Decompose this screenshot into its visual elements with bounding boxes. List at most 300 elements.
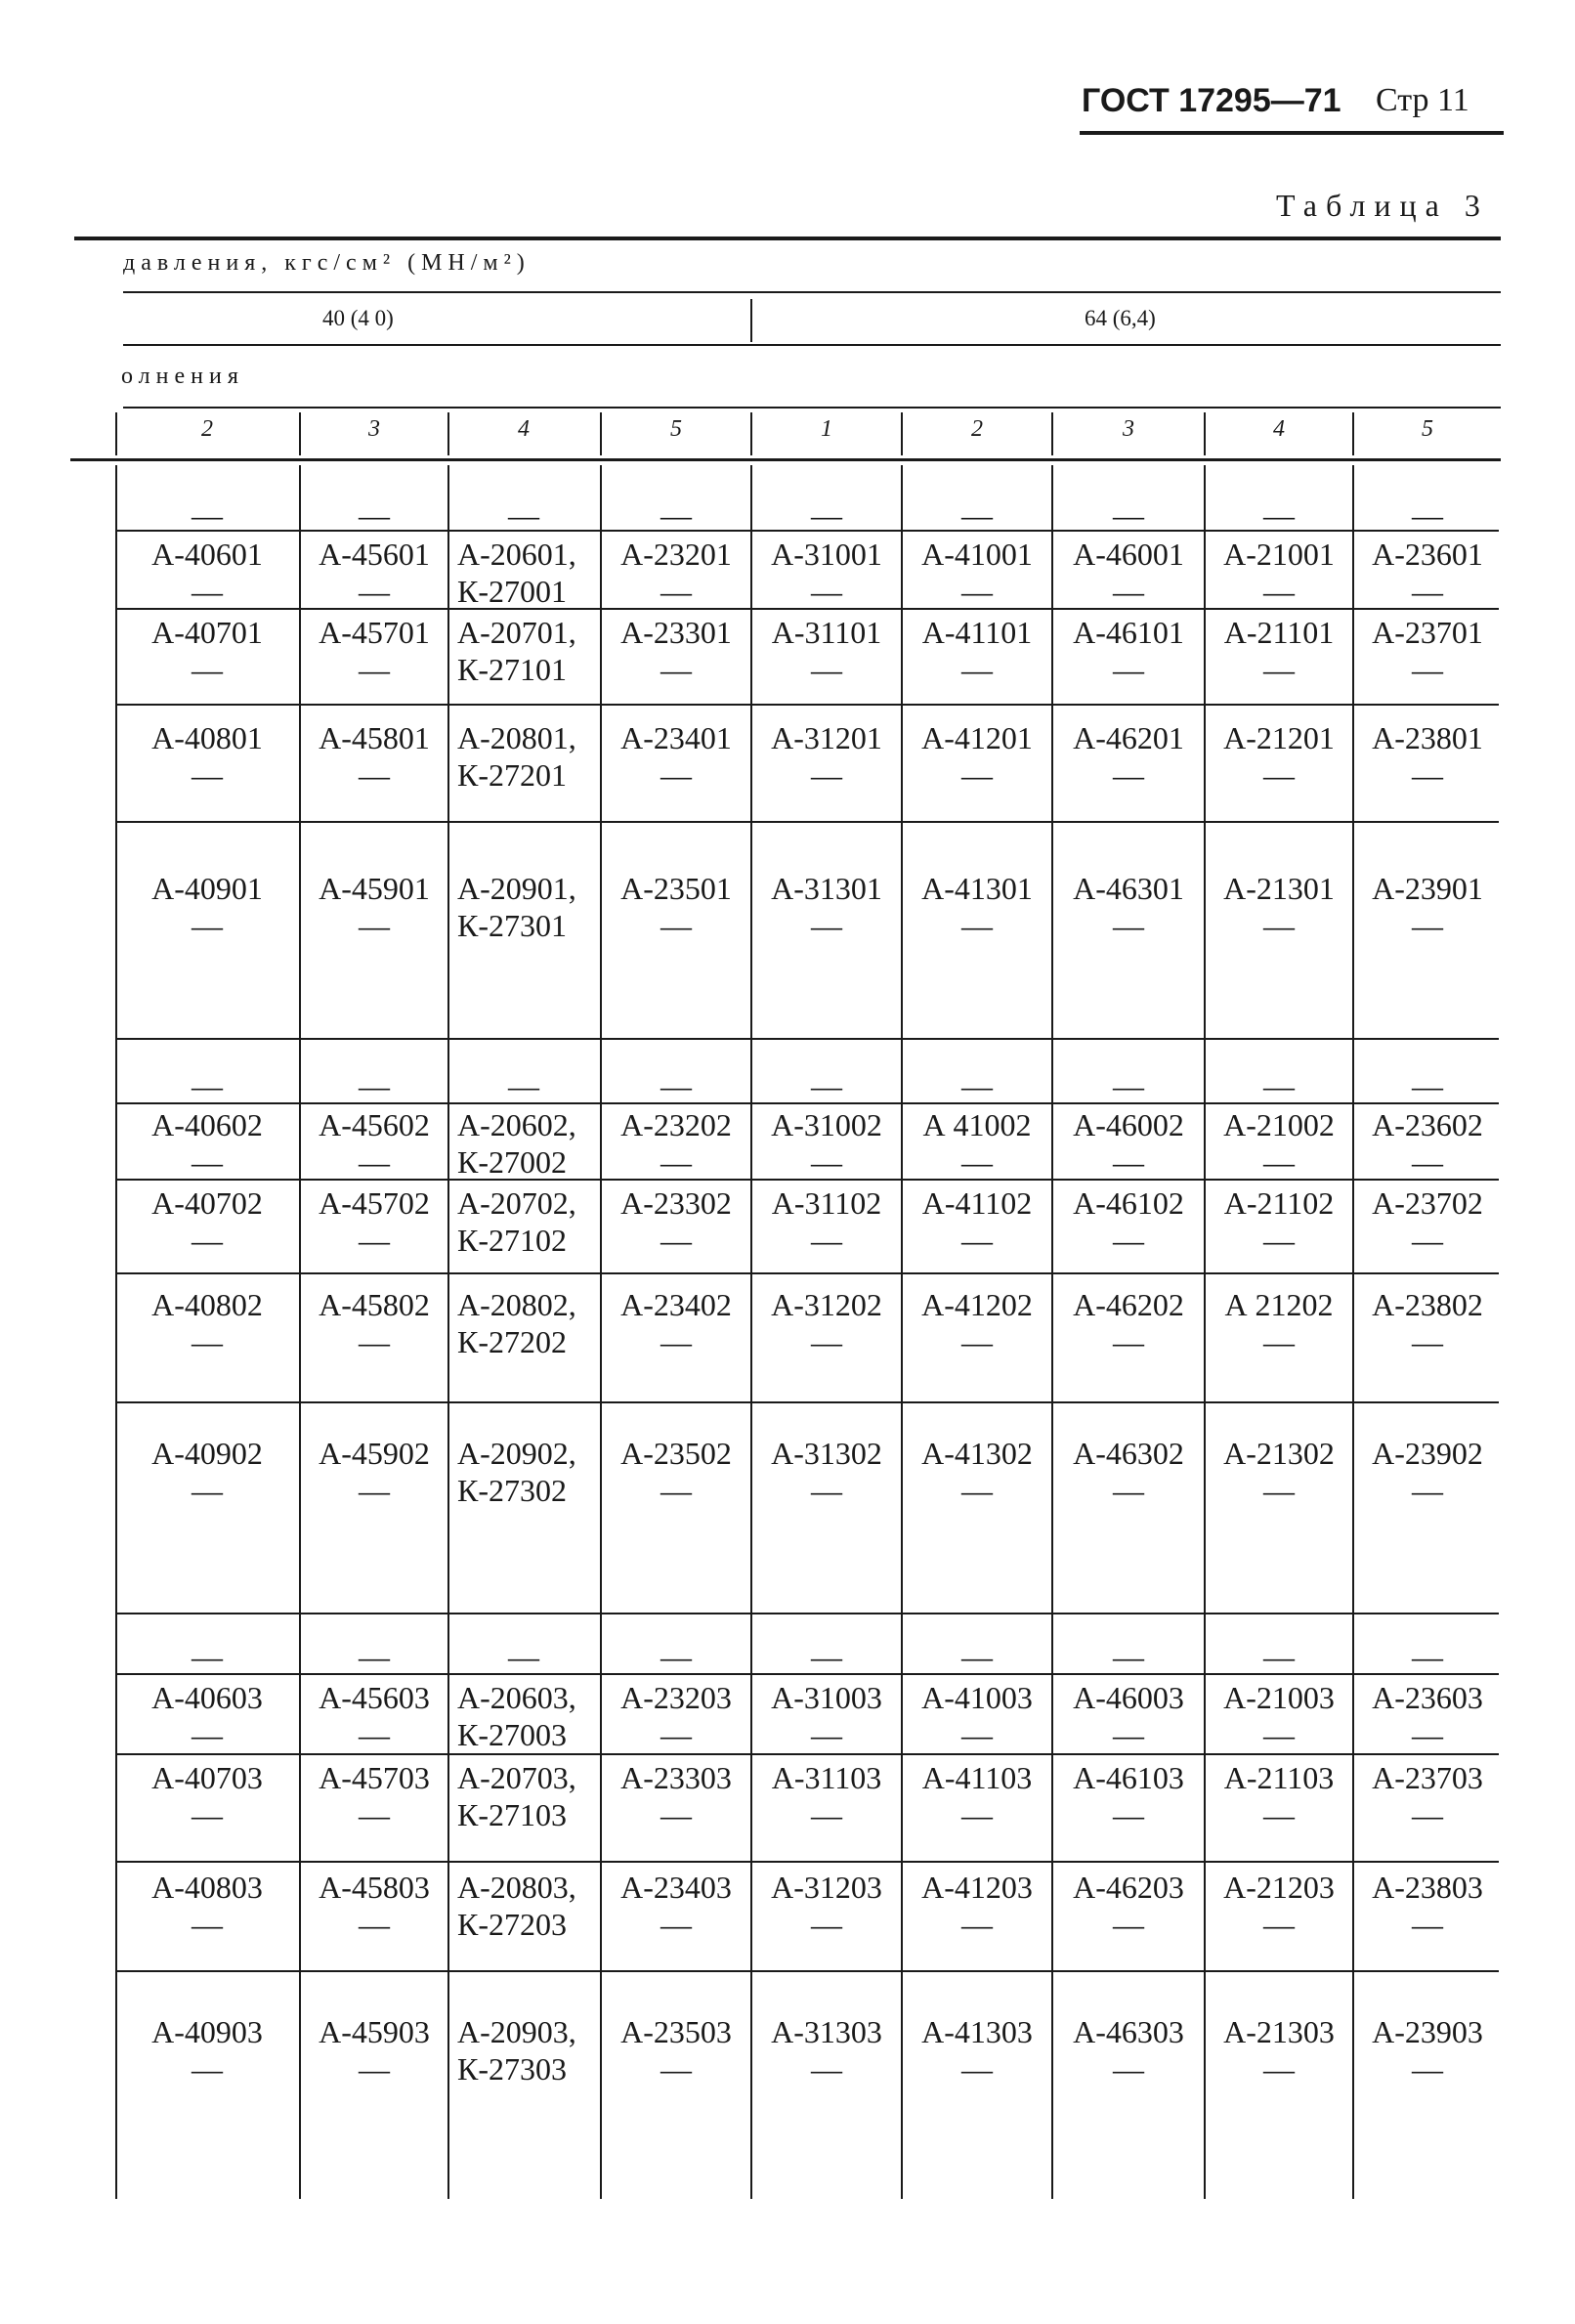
table-cell: [1206, 496, 1352, 534]
column-number: 1: [821, 416, 832, 442]
cell-line: —: [811, 908, 842, 943]
cell-line: —: [1263, 497, 1295, 533]
cell-line: А-23802: [1372, 1287, 1483, 1322]
table-cell: [1206, 1759, 1352, 1833]
table-cell: [1206, 1679, 1352, 1753]
table-cell: [1053, 1067, 1204, 1104]
table-cell: [1053, 719, 1204, 794]
cell-line: А-20801,: [457, 720, 576, 755]
cell-line: К-27003: [457, 1717, 567, 1752]
table-cell: [1053, 870, 1204, 944]
cell-line: А-23703: [1372, 1760, 1483, 1795]
cell-line: —: [359, 908, 390, 943]
pressure-rule: [123, 291, 1501, 293]
cell-line: А-31003: [771, 1680, 882, 1715]
cell-line: А-31001: [771, 537, 882, 572]
cell-line: —: [508, 1639, 539, 1674]
table-cell: [602, 536, 750, 610]
cell-line: —: [359, 1324, 390, 1359]
cell-line: А-21302: [1223, 1436, 1335, 1471]
cell-line: —: [1412, 1717, 1443, 1752]
cell-line: А-23203: [620, 1680, 732, 1715]
column-number: 2: [971, 416, 983, 442]
cell-line: А-40802: [151, 1287, 263, 1322]
cell-line: —: [660, 1639, 692, 1674]
cell-line: А-45702: [319, 1185, 430, 1221]
cell-line: —: [961, 1473, 993, 1508]
table-cell: [457, 536, 598, 610]
cell-line: —: [192, 1907, 223, 1942]
cell-line: —: [1113, 908, 1144, 943]
table-cell: [1206, 1638, 1352, 1675]
cell-line: —: [359, 1473, 390, 1508]
cell-line: А-23401: [620, 720, 732, 755]
cell-line: А-31203: [771, 1870, 882, 1905]
table-cell: [117, 1286, 297, 1360]
cell-line: А-45701: [319, 615, 430, 650]
cell-line: А-40803: [151, 1870, 263, 1905]
cell-line: —: [811, 574, 842, 609]
cell-line: А-23501: [620, 871, 732, 906]
cell-line: —: [359, 652, 390, 687]
table-cell: [1053, 1759, 1204, 1833]
cell-line: А-23702: [1372, 1185, 1483, 1221]
cell-line: —: [660, 1907, 692, 1942]
table-cell: [752, 2013, 901, 2087]
table-cell: [117, 1435, 297, 1509]
cell-line: —: [359, 497, 390, 533]
table-cell: [1053, 1638, 1204, 1675]
cell-line: —: [192, 1144, 223, 1180]
table-cell: [903, 1067, 1051, 1104]
table-cell: [457, 719, 598, 794]
cell-line: А-21003: [1223, 1680, 1335, 1715]
table-cell: [602, 1184, 750, 1259]
table-cell: [602, 1638, 750, 1675]
table-cell: [602, 1286, 750, 1360]
table-cell: [301, 719, 447, 794]
cell-line: —: [192, 1223, 223, 1258]
cell-line: А-23502: [620, 1436, 732, 1471]
cell-line: А-41001: [921, 537, 1033, 572]
cell-line: А-31102: [771, 1185, 882, 1221]
column-number-divider: [115, 412, 117, 455]
cell-line: А-46103: [1073, 1760, 1184, 1795]
cell-line: А-23603: [1372, 1680, 1483, 1715]
cell-line: —: [660, 1068, 692, 1103]
cell-line: —: [359, 1797, 390, 1832]
table-cell: [457, 1286, 598, 1360]
cell-line: —: [1113, 1473, 1144, 1508]
row-rule: [117, 704, 1499, 706]
cell-line: А-23701: [1372, 615, 1483, 650]
cell-line: —: [1263, 1907, 1295, 1942]
cell-line: —: [1113, 1068, 1144, 1103]
table-cell: [457, 870, 598, 944]
table-cell: [1206, 536, 1352, 610]
cell-line: —: [811, 1907, 842, 1942]
table-cell: [1354, 536, 1501, 610]
cell-line: —: [1412, 1068, 1443, 1103]
cell-line: А-40703: [151, 1760, 263, 1795]
table-cell: [903, 1286, 1051, 1360]
cell-line: А-23801: [1372, 720, 1483, 755]
cell-line: А-41303: [921, 2014, 1033, 2049]
cell-line: —: [192, 1068, 223, 1103]
pressure-label: давления, кгс/см² (МН/м²): [123, 250, 531, 276]
cell-line: —: [811, 1797, 842, 1832]
cell-line: —: [660, 652, 692, 687]
cell-line: А-40903: [151, 2014, 263, 2049]
cell-line: А-23503: [620, 2014, 732, 2049]
cell-line: —: [1113, 757, 1144, 793]
cell-line: А-46003: [1073, 1680, 1184, 1715]
cell-line: А-23302: [620, 1185, 732, 1221]
table-cell: [903, 719, 1051, 794]
cell-line: А-21301: [1223, 871, 1335, 906]
cell-line: —: [660, 1223, 692, 1258]
cell-line: —: [961, 757, 993, 793]
table-cell: [301, 614, 447, 688]
cell-line: А-41103: [921, 1760, 1033, 1795]
table-cell: [752, 1638, 901, 1675]
table-cell: [117, 496, 297, 534]
cell-line: К-27101: [457, 652, 567, 687]
table-cell: [457, 1435, 598, 1509]
cell-line: А-23601: [1372, 537, 1483, 572]
table-cell: [457, 1869, 598, 1943]
cell-line: А-20601,: [457, 537, 576, 572]
cell-line: А-46002: [1073, 1107, 1184, 1142]
table-cell: [1053, 614, 1204, 688]
cell-line: —: [1263, 1639, 1295, 1674]
table-cell: [752, 1759, 901, 1833]
cell-line: К-27202: [457, 1324, 567, 1359]
table-cell: [752, 1869, 901, 1943]
cell-line: К-27002: [457, 1144, 567, 1180]
cell-line: —: [1412, 1907, 1443, 1942]
table-cell: [117, 1184, 297, 1259]
cell-line: А-41102: [921, 1185, 1033, 1221]
cell-line: —: [961, 1324, 993, 1359]
cell-line: —: [1113, 2051, 1144, 2087]
table-cell: [752, 1435, 901, 1509]
cell-line: —: [961, 497, 993, 533]
table-cell: [602, 1067, 750, 1104]
cell-line: А-20702,: [457, 1185, 576, 1221]
table-cell: [903, 496, 1051, 534]
cell-line: —: [961, 1639, 993, 1674]
cell-line: К-27201: [457, 757, 567, 793]
table-cell: [117, 719, 297, 794]
table-cell: [117, 1638, 297, 1675]
table-cell: [1053, 536, 1204, 610]
cell-line: —: [359, 1639, 390, 1674]
table-cell: [457, 1679, 598, 1753]
row-rule: [117, 1861, 1499, 1863]
row-rule: [117, 1970, 1499, 1972]
table-cell: [602, 496, 750, 534]
table-cell: [1206, 1067, 1352, 1104]
cell-line: —: [1412, 2051, 1443, 2087]
table-cell: [1354, 1184, 1501, 1259]
table-cell: [457, 614, 598, 688]
cell-line: А-20701,: [457, 615, 576, 650]
table-cell: [752, 1067, 901, 1104]
cell-line: А-20901,: [457, 871, 576, 906]
table-cell: [752, 1679, 901, 1753]
cell-line: А-41101: [921, 615, 1033, 650]
column-divider: [447, 465, 449, 2199]
cell-line: А-23901: [1372, 871, 1483, 906]
cell-line: А-41202: [921, 1287, 1033, 1322]
column-number: 5: [670, 416, 682, 442]
table-cell: [903, 1106, 1051, 1181]
cell-line: А-46302: [1073, 1436, 1184, 1471]
cell-line: А-40601: [151, 537, 263, 572]
cell-line: —: [359, 2051, 390, 2087]
column-number: 5: [1422, 416, 1433, 442]
cell-line: —: [811, 1223, 842, 1258]
table-cell: [903, 2013, 1051, 2087]
cell-line: А-45603: [319, 1680, 430, 1715]
cell-line: А-46101: [1073, 615, 1184, 650]
cell-line: —: [192, 574, 223, 609]
table-cell: [1354, 1679, 1501, 1753]
cell-line: —: [1412, 1639, 1443, 1674]
cell-line: —: [660, 497, 692, 533]
table-cell: [301, 1286, 447, 1360]
cell-line: А-46201: [1073, 720, 1184, 755]
cell-line: А-21001: [1223, 537, 1335, 572]
table-cell: [903, 614, 1051, 688]
table-cell: [1354, 2013, 1501, 2087]
table-cell: [301, 536, 447, 610]
table-cell: [602, 2013, 750, 2087]
table-cell: [602, 614, 750, 688]
cell-line: А-31002: [771, 1107, 882, 1142]
table-cell: [1053, 496, 1204, 534]
table-cell: [457, 1106, 598, 1181]
cell-line: А-41302: [921, 1436, 1033, 1471]
cell-line: А-45901: [319, 871, 430, 906]
table-cell: [1354, 1638, 1501, 1675]
cell-line: А-31301: [771, 871, 882, 906]
row-rule: [117, 821, 1499, 823]
cell-line: А-45902: [319, 1436, 430, 1471]
table-cell: [1354, 870, 1501, 944]
table-cell: [301, 1106, 447, 1181]
column-number: 4: [1273, 416, 1285, 442]
cell-line: А-23202: [620, 1107, 732, 1142]
row-rule: [117, 1038, 1499, 1040]
table-cell: [752, 496, 901, 534]
cell-line: А-41201: [921, 720, 1033, 755]
cell-line: —: [359, 1717, 390, 1752]
cell-line: —: [1412, 574, 1443, 609]
table-cell: [301, 1067, 447, 1104]
cell-line: —: [359, 1068, 390, 1103]
cell-line: А-46202: [1073, 1287, 1184, 1322]
column-number-divider: [1051, 412, 1053, 455]
cell-line: А-20902,: [457, 1436, 576, 1471]
table-cell: [903, 1638, 1051, 1675]
cell-line: —: [1263, 1223, 1295, 1258]
cell-line: —: [1412, 652, 1443, 687]
cell-line: А-46301: [1073, 871, 1184, 906]
cell-line: —: [192, 1797, 223, 1832]
group-rule: [123, 344, 1501, 346]
cell-line: —: [961, 1223, 993, 1258]
cell-line: —: [660, 1324, 692, 1359]
table-cell: [1354, 1869, 1501, 1943]
cell-line: —: [1263, 908, 1295, 943]
cell-line: А-45801: [319, 720, 430, 755]
cell-line: А-21002: [1223, 1107, 1335, 1142]
table-cell: [117, 2013, 297, 2087]
table-cell: [1206, 614, 1352, 688]
cell-line: А-45602: [319, 1107, 430, 1142]
cell-line: А-45601: [319, 537, 430, 572]
cell-line: А-40902: [151, 1436, 263, 1471]
table-cell: [301, 1869, 447, 1943]
cell-line: —: [359, 574, 390, 609]
table-cell: [602, 870, 750, 944]
cell-line: А-31302: [771, 1436, 882, 1471]
table-cell: [903, 870, 1051, 944]
table-cell: [903, 1679, 1051, 1753]
cell-line: А-21203: [1223, 1870, 1335, 1905]
cell-line: А-20903,: [457, 2014, 576, 2049]
execution-label: олнения: [121, 364, 244, 389]
cell-line: А-20802,: [457, 1287, 576, 1322]
cell-line: —: [1412, 497, 1443, 533]
table-cell: [1206, 1869, 1352, 1943]
table-cell: [1053, 1435, 1204, 1509]
row-rule: [117, 1272, 1499, 1274]
table-cell: [1206, 1286, 1352, 1360]
cell-line: —: [1412, 757, 1443, 793]
cell-line: —: [1113, 1797, 1144, 1832]
cell-line: К-27203: [457, 1907, 567, 1942]
cell-line: —: [1263, 1717, 1295, 1752]
table-cell: [1053, 1869, 1204, 1943]
row-rule: [117, 1401, 1499, 1403]
cell-line: —: [961, 652, 993, 687]
table-cell: [1053, 1106, 1204, 1181]
cell-line: —: [192, 497, 223, 533]
cell-line: —: [359, 1907, 390, 1942]
cell-line: —: [359, 1144, 390, 1180]
table-cell: [449, 1638, 598, 1675]
cell-line: —: [660, 574, 692, 609]
cell-line: —: [660, 757, 692, 793]
cell-line: А-46102: [1073, 1185, 1184, 1221]
cell-line: А-41003: [921, 1680, 1033, 1715]
cell-line: —: [192, 1639, 223, 1674]
cell-line: А 21202: [1224, 1287, 1334, 1322]
cell-line: —: [1113, 1907, 1144, 1942]
table-cell: [457, 1184, 598, 1259]
cell-line: —: [192, 757, 223, 793]
cell-line: —: [811, 2051, 842, 2087]
table-cell: [1206, 2013, 1352, 2087]
cell-line: —: [961, 908, 993, 943]
pressure-group-64: 64 (6,4): [1085, 306, 1156, 330]
cell-line: —: [192, 2051, 223, 2087]
cell-line: А-31303: [771, 2014, 882, 2049]
cell-line: —: [961, 1068, 993, 1103]
cell-line: К-27303: [457, 2051, 567, 2087]
table-cell: [117, 536, 297, 610]
column-number-divider: [447, 412, 449, 455]
cell-line: —: [508, 1068, 539, 1103]
table-cell: [903, 1435, 1051, 1509]
table-cell: [301, 2013, 447, 2087]
table-cell: [1053, 1679, 1204, 1753]
table-title: Таблица 3: [1276, 188, 1489, 223]
cell-line: А-45703: [319, 1760, 430, 1795]
cell-line: А-23403: [620, 1870, 732, 1905]
cell-line: А-41203: [921, 1870, 1033, 1905]
cell-line: К-27302: [457, 1473, 567, 1508]
table-cell: [1354, 719, 1501, 794]
cell-line: А-45803: [319, 1870, 430, 1905]
cell-line: —: [961, 2051, 993, 2087]
table-cell: [1354, 496, 1501, 534]
cell-line: —: [811, 1639, 842, 1674]
table-cell: [301, 870, 447, 944]
cell-line: К-27103: [457, 1797, 567, 1832]
table-cell: [752, 719, 901, 794]
cell-line: А-20602,: [457, 1107, 576, 1142]
cell-line: А-23201: [620, 537, 732, 572]
table-cell: [903, 536, 1051, 610]
cell-line: —: [961, 1907, 993, 1942]
gost-number: ГОСТ 17295—71: [1082, 82, 1341, 119]
cell-line: А-23803: [1372, 1870, 1483, 1905]
column-number-divider: [901, 412, 903, 455]
table-cell: [1206, 1106, 1352, 1181]
cell-line: —: [1263, 757, 1295, 793]
table-cell: [301, 1184, 447, 1259]
cell-line: А-40901: [151, 871, 263, 906]
cell-line: —: [1263, 1473, 1295, 1508]
table-cell: [449, 1067, 598, 1104]
table-cell: [903, 1759, 1051, 1833]
cell-line: —: [1263, 652, 1295, 687]
cell-line: —: [192, 1473, 223, 1508]
cell-line: А-20603,: [457, 1680, 576, 1715]
cell-line: —: [811, 1068, 842, 1103]
header-rule: [1080, 131, 1504, 135]
table-cell: [457, 1759, 598, 1833]
table-cell: [1354, 614, 1501, 688]
column-number-divider: [600, 412, 602, 455]
table-cell: [602, 1106, 750, 1181]
column-number: 3: [1123, 416, 1134, 442]
cell-line: —: [1263, 574, 1295, 609]
cell-line: —: [1263, 1144, 1295, 1180]
table-cell: [1053, 1286, 1204, 1360]
row-rule: [117, 1753, 1499, 1755]
column-number: 4: [518, 416, 530, 442]
table-cell: [752, 1184, 901, 1259]
cell-line: —: [1263, 1068, 1295, 1103]
cell-line: А-21201: [1223, 720, 1335, 755]
cell-line: —: [192, 908, 223, 943]
table-cell: [1354, 1286, 1501, 1360]
